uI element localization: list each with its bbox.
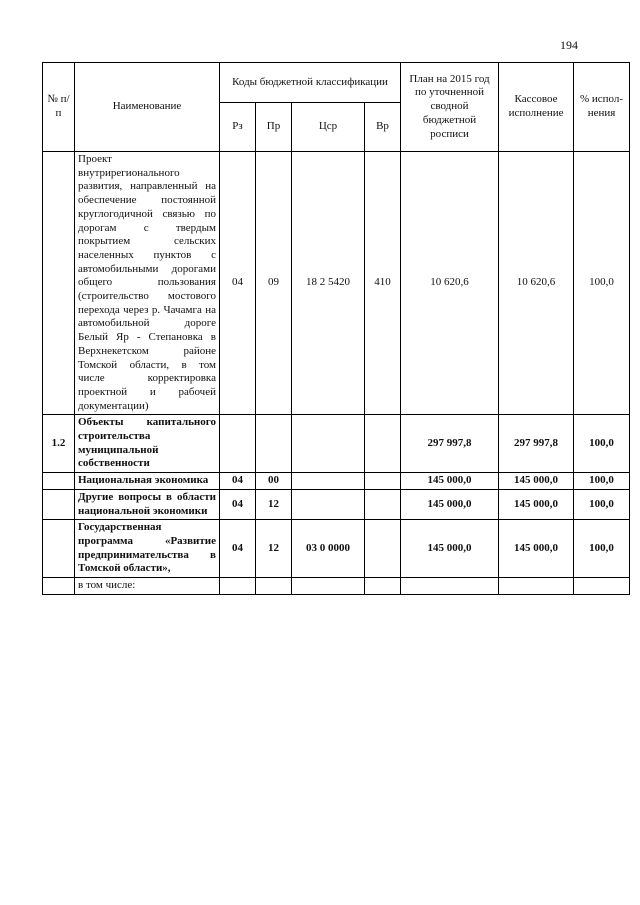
cell-name: Другие вопросы в области национальной экономики [75, 489, 220, 519]
cell-pr: 00 [256, 473, 292, 490]
cell-plan: 145 000,0 [401, 520, 499, 578]
table-row [43, 578, 630, 595]
cell-pr: 12 [256, 489, 292, 519]
cell-rz [220, 415, 256, 473]
header-num: № п/п [43, 63, 75, 152]
header-cash: Кассовое исполнение [499, 63, 574, 152]
table-row [43, 473, 630, 490]
cell-num [43, 489, 75, 519]
cell-pr [256, 415, 292, 473]
cell-csr [292, 415, 365, 473]
table-row [43, 489, 630, 519]
cell-plan: 145 000,0 [401, 489, 499, 519]
cell-percent [574, 578, 630, 595]
cell-cash [499, 578, 574, 595]
cell-rz: 04 [220, 520, 256, 578]
cell-plan: 297 997,8 [401, 415, 499, 473]
header-row-1 [43, 63, 630, 103]
table-row [43, 152, 630, 415]
cell-num [43, 152, 75, 415]
cell-num [43, 578, 75, 595]
header-plan: План на 2015 год по уточненной сводной бюджетной росписи [401, 63, 499, 152]
cell-cash: 145 000,0 [499, 520, 574, 578]
cell-rz: 04 [220, 473, 256, 490]
page-number: 194 [560, 38, 578, 52]
table-row [43, 415, 630, 473]
header-percent: % испол-нения [574, 63, 630, 152]
cell-num [43, 473, 75, 490]
cell-vr [365, 489, 401, 519]
table-row [43, 520, 630, 578]
cell-csr: 03 0 0000 [292, 520, 365, 578]
header-pr: Пр [256, 103, 292, 152]
header-name: Наименование [75, 63, 220, 152]
cell-csr [292, 578, 365, 595]
budget-table [42, 62, 630, 595]
cell-csr [292, 473, 365, 490]
cell-vr: 410 [365, 152, 401, 415]
header-vr: Вр [365, 103, 401, 152]
cell-vr [365, 520, 401, 578]
cell-csr [292, 489, 365, 519]
header-rz: Рз [220, 103, 256, 152]
cell-rz: 04 [220, 489, 256, 519]
cell-vr [365, 578, 401, 595]
cell-pr: 12 [256, 520, 292, 578]
cell-pr: 09 [256, 152, 292, 415]
cell-cash: 10 620,6 [499, 152, 574, 415]
cell-plan: 10 620,6 [401, 152, 499, 415]
cell-percent: 100,0 [574, 415, 630, 473]
table-body [43, 152, 630, 595]
cell-name: Государственная программа «Развитие предпринимательства в Томской области», [75, 520, 220, 578]
cell-percent: 100,0 [574, 489, 630, 519]
cell-num [43, 520, 75, 578]
cell-percent: 100,0 [574, 520, 630, 578]
cell-rz: 04 [220, 152, 256, 415]
cell-cash: 145 000,0 [499, 473, 574, 490]
cell-num: 1.2 [43, 415, 75, 473]
cell-name: Национальная экономика [75, 473, 220, 490]
cell-plan [401, 578, 499, 595]
cell-vr [365, 415, 401, 473]
cell-percent: 100,0 [574, 473, 630, 490]
cell-name: Проект внутрирегионального развития, направленный на обеспечение постоянной круглогодичной связью по дорогам с твердым покрытием сельских населенных пунктов с автомобильными дорогами общего пользования (строительство мостового перехода через р. Чачамга на автомобильной дороге Белый Яр - Степановка в Верхнекетском районе Томской области, в том числе корректировка проектной и рабочей документации) [75, 152, 220, 415]
cell-rz [220, 578, 256, 595]
cell-pr [256, 578, 292, 595]
cell-name: в том числе: [75, 578, 220, 595]
header-csr: Цср [292, 103, 365, 152]
cell-csr: 18 2 5420 [292, 152, 365, 415]
cell-cash: 145 000,0 [499, 489, 574, 519]
cell-cash: 297 997,8 [499, 415, 574, 473]
cell-plan: 145 000,0 [401, 473, 499, 490]
header-codes: Коды бюджетной классификации [220, 63, 401, 103]
cell-vr [365, 473, 401, 490]
cell-percent: 100,0 [574, 152, 630, 415]
cell-name: Объекты капитального строительства муниципальной собственности [75, 415, 220, 473]
